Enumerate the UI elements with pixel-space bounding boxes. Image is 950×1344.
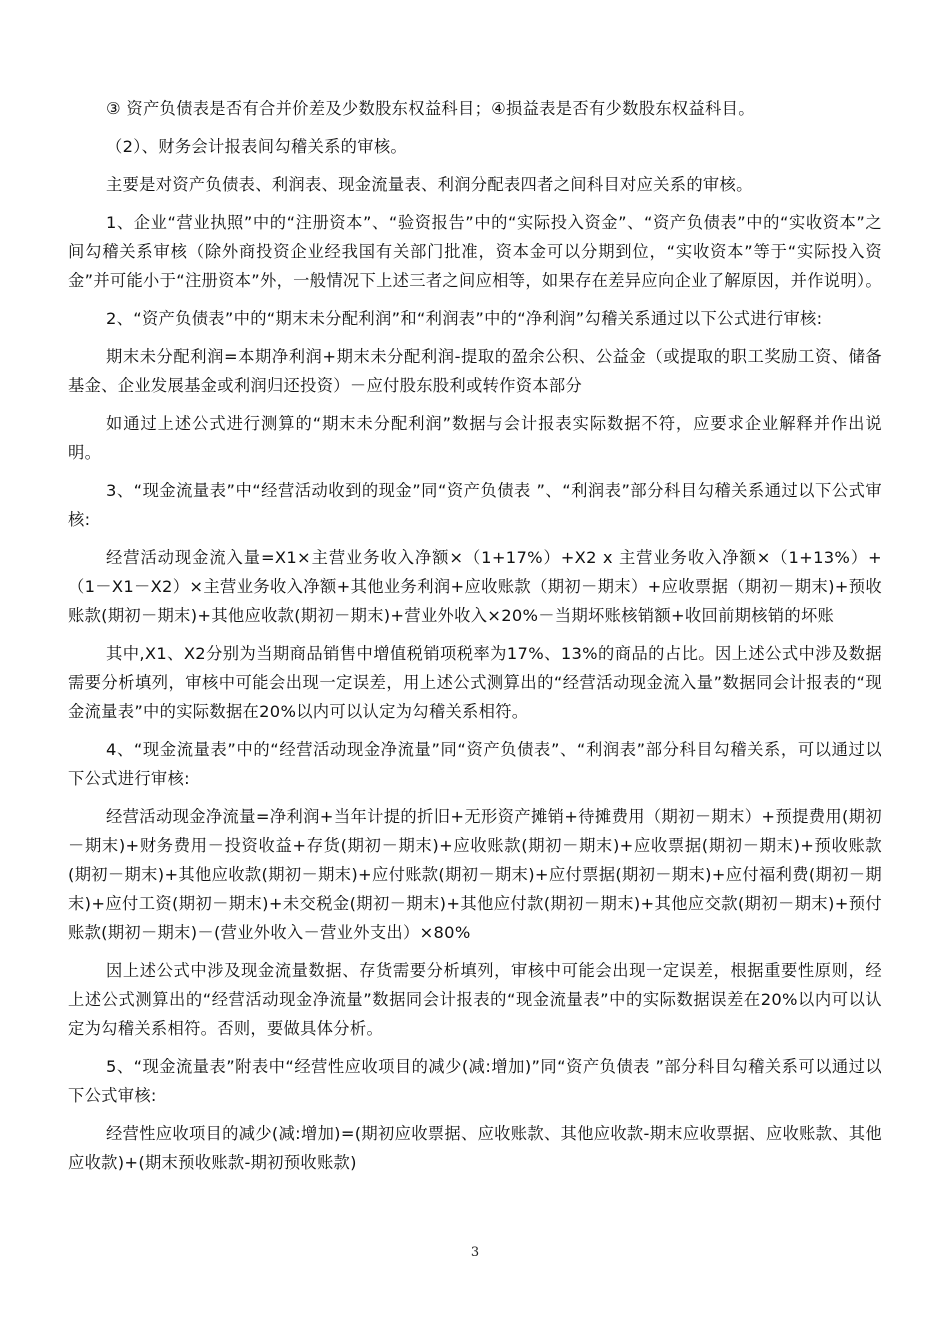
formula-operating-receivables: 经营性应收项目的减少(减:增加)=(期初应收票据、应收账款、其他应收款-期末应收票据、应收账款、其他应收款)+(期末预收账款-期初预收账款) — [68, 1124, 882, 1172]
paragraph-item-3-note: 其中,X1、X2分别为当期商品销售中增值税销项税率为17%、13%的商品的占比。因上述公式中涉及数据需要分析填列，审核中可能会出现一定误差，用上述公式测算出的“经营活动现金流入量”数据同会计报表的“现金流量表”中的实际数据在20%以内可以认定为勾稽关系相符。 — [68, 644, 882, 721]
paragraph-item-2-note: 如通过上述公式进行测算的“期末未分配利润”数据与会计报表实际数据不符，应要求企业解释并作出说明。 — [68, 414, 882, 462]
document-body — [68, 94, 882, 1186]
paragraph-item-5: 5、“现金流量表”附表中“经营性应收项目的减少(减:增加)”同“资产负债表 ”部分科目勾稽关系可以通过以下公式审核: — [68, 1057, 882, 1105]
formula-operating-net-cash-flow: 经营活动现金净流量=净利润+当年计提的折旧+无形资产摊销+待摊费用（期初－期末）+预提费用(期初－期末)+财务费用－投资收益+存货(期初－期末)+应收账款(期初－期末)+应收票据(期初－期末)+预收账款(期初－期末)+其他应收款(期初－期末)+应付账款(期初－期末)+应付票据(期初－期末)+应付福利费(期初－期末)+应付工资(期初－期末)+未交税金(期初－期末)+其他应付款(期初－期末)+其他应交款(期初－期末)+预付账款(期初－期末)－(营业外收入－营业外支出）×80% — [68, 807, 882, 942]
paragraph-item-4-note: 因上述公式中涉及现金流量数据、存货需要分析填列，审核中可能会出现一定误差，根据重要性原则，经上述公式测算出的“经营活动现金净流量”数据同会计报表的“现金流量表”中的实际数据误差在20%以内可以认定为勾稽关系相符。否则，要做具体分析。 — [68, 961, 882, 1038]
paragraph-item-2: 2、“资产负债表”中的“期末未分配利润”和“利润表”中的“净利润”勾稽关系通过以下公式进行审核: — [106, 309, 823, 328]
section-heading-cross-statement-review: （2）、财务会计报表间勾稽关系的审核。 — [106, 137, 407, 156]
paragraph-item-4: 4、“现金流量表”中的“经营活动现金净流量”同“资产负债表”、“利润表”部分科目勾稽关系，可以通过以下公式进行审核: — [68, 740, 882, 788]
formula-retained-profit: 期末未分配利润=本期净利润+期末未分配利润-提取的盈余公积、公益金（或提取的职工奖励工资、储备基金、企业发展基金或利润归还投资）－应付股东股利或转作资本部分 — [68, 347, 882, 395]
page-number: 3 — [470, 1245, 480, 1260]
paragraph-item-1: 1、企业“营业执照”中的“注册资本”、“验资报告”中的“实际投入资金”、“资产负债表”中的“实收资本”之间勾稽关系审核（除外商投资企业经我国有关部门批准，资本金可以分期到位，“实收资本”等于“实际投入资金”并可能小于“注册资本”外，一般情况下上述三者之间应相等，如果存在差异应向企业了解原因，并作说明）。 — [68, 213, 882, 290]
paragraph-item-3: 3、“现金流量表”中“经营活动收到的现金”同“资产负债表 ”、“利润表”部分科目勾稽关系通过以下公式审核: — [68, 481, 882, 529]
paragraph-consolidation-check: ③ 资产负债表是否有合并价差及少数股东权益科目；④损益表是否有少数股东权益科目。 — [106, 99, 755, 118]
formula-operating-cash-inflow: 经营活动现金流入量=X1×主营业务收入净额×（1+17%）+X2 x 主营业务收入净额×（1+13%）+（1－X1－X2）×主营业务收入净额+其他业务利润+应收账款（期初－期末）+应收票据（期初－期末)+预收账款(期初－期末)+其他应收款(期初－期末)+营业外收入×20%－当期坏账核销额+收回前期核销的坏账 — [68, 548, 882, 625]
paragraph-intro: 主要是对资产负债表、利润表、现金流量表、利润分配表四者之间科目对应关系的审核。 — [106, 175, 753, 194]
